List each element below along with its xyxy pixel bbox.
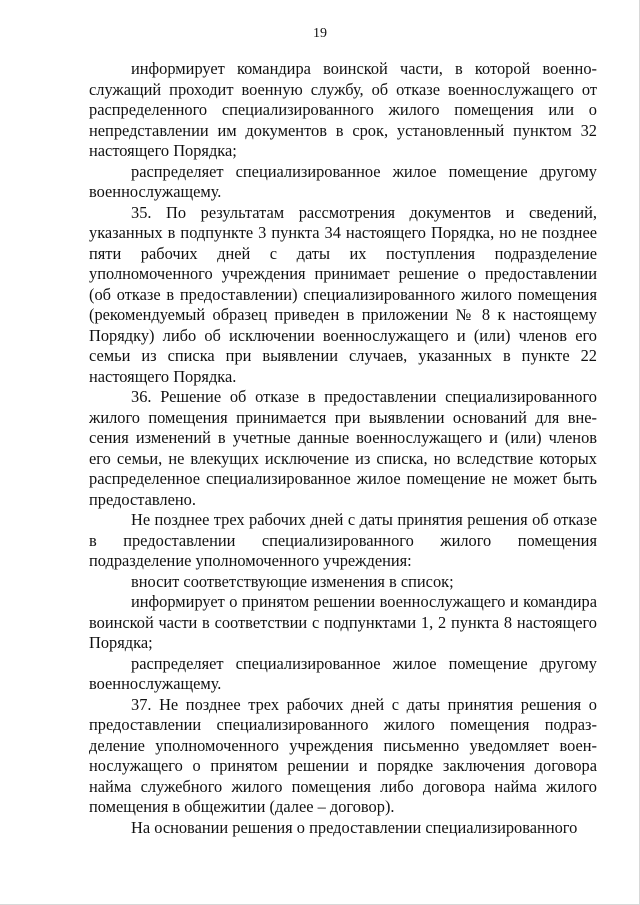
page-number: 19 bbox=[313, 26, 327, 41]
paragraph-inform-decision: информирует о принятом решении военнослужащего и командира воинской части в соответствии с подпунктами 1, 2 пункта 8 настоящего Порядка; bbox=[89, 592, 597, 652]
paragraph-redistribute-housing: распределяет специализированное жилое помещение другому военнослужащему. bbox=[89, 161, 597, 201]
paragraph-based-on-decision: На основании решения о предоставлении специализированного bbox=[131, 817, 578, 837]
paragraph-redistribute-housing-2: распределяет специализированное жилое помещение другому военнослужащему. bbox=[89, 653, 597, 693]
document-body bbox=[89, 59, 597, 838]
paragraph-item-35: 35. По результатам рассмотрения документов и сведений, указанных в подпункте 3 пункта 34 настоящего Порядка, но не позднее пяти рабочих дней с даты их поступления подразделение уполномоченного учреждения принимает решение о предоставлении (об отказе в предоставлении) специализированного жилого помещения (рекомендуемый образец приведен в приложении № 8 к настоящему Порядку) либо об исключении военнослужащего и (или) членов его семьи из списка при выявлении случаев, указанных в пункте 22 настоящего Порядка. bbox=[89, 202, 597, 386]
paragraph-update-list: вносит соответствующие изменения в список; bbox=[131, 571, 454, 591]
paragraph-inform-commander: информирует командира воинской части, в которой военнослужащий проходит военную службу, об отказе военнослужащего от распределенного специализированного жилого помещения или о непредставлении им документов в срок, установленный пунктом 32 настоящего Порядка; bbox=[89, 59, 597, 160]
paragraph-refusal-deadline: Не позднее трех рабочих дней с даты принятия решения об отказе в предоставлении специализированного жилого помещения подразделение уполномоченного учреждения: bbox=[89, 510, 597, 570]
paragraph-item-36: 36. Решение об отказе в предоставлении специализированного жилого помещения принимается при выявлении оснований для внесения изменений в учетные данные военнослужащего и (или) членов его семьи, не влекущих исключение из списка, но вследствие которых распределенное специализированное жилое помещение не может быть предоставлено. bbox=[89, 387, 597, 509]
paragraph-item-37: 37. Не позднее трех рабочих дней с даты принятия решения о предоставлении специализированного жилого помещения подразделение уполномоченного учреждения письменно уведомляет военнослужащего о принятом решении и порядке заключения договора найма служебного жилого помещения либо договора найма жилого помещения в общежитии (далее – договор). bbox=[89, 694, 597, 816]
